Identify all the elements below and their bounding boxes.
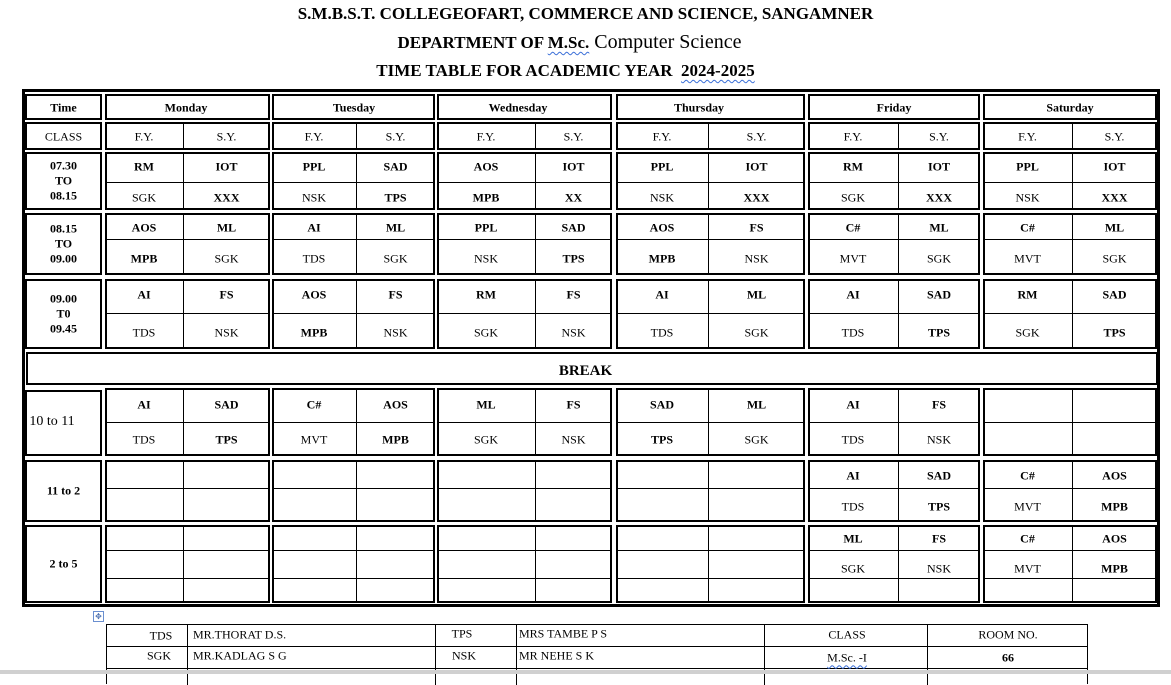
- day-cell-group: [616, 152, 805, 210]
- subject-code: RM: [476, 287, 496, 302]
- legend-class-header: CLASS: [828, 627, 866, 642]
- teacher-code: TDS: [841, 432, 865, 447]
- day-cell-group: [437, 213, 612, 275]
- teacher-code: MPB: [300, 325, 328, 340]
- row-divider: [437, 550, 612, 551]
- row-divider: [983, 182, 1157, 183]
- day-cell-group: [105, 460, 270, 522]
- row-divider: [105, 182, 270, 183]
- teacher-code: MVT: [1014, 561, 1041, 576]
- subject-code: FS: [566, 397, 581, 412]
- row-divider: [105, 239, 270, 240]
- day-header: Monday: [164, 100, 208, 115]
- time-slot-label: 10 to 11: [29, 414, 75, 429]
- day-cell-group: [437, 152, 612, 210]
- row-divider: [983, 313, 1157, 314]
- sy-label: S.Y.: [216, 129, 237, 144]
- teacher-code: MVT: [839, 251, 867, 266]
- department-prefix: DEPARTMENT OF: [397, 33, 548, 52]
- column-divider: [898, 213, 899, 275]
- subject-code: ML: [746, 397, 767, 412]
- legend-col-divider: [764, 625, 765, 685]
- legend-col-divider: [187, 625, 188, 685]
- subject-code: PPL: [474, 220, 498, 235]
- row-divider: [616, 488, 805, 489]
- column-divider: [356, 152, 357, 210]
- subject-code: ML: [746, 287, 767, 302]
- time-slot-end: 09.45: [50, 321, 77, 336]
- day-cell-group: [105, 525, 270, 603]
- column-divider: [356, 213, 357, 275]
- subject-code: PPL: [650, 159, 674, 174]
- teacher-code: SGK: [473, 325, 499, 340]
- time-header: Time: [50, 100, 77, 115]
- subject-code: AI: [846, 468, 860, 483]
- row-divider: [437, 182, 612, 183]
- subject-code: PPL: [302, 159, 326, 174]
- college-title: S.M.B.S.T. COLLEGEOFART, COMMERCE AND SCIENCE, SANGAMNER: [297, 4, 874, 23]
- time-slot-label: 2 to 5: [49, 556, 78, 571]
- column-divider: [708, 279, 709, 349]
- day-cell-group: [437, 460, 612, 522]
- subject-code: PPL: [1016, 159, 1039, 174]
- teacher-code: SGK: [1102, 251, 1127, 266]
- day-header: Wednesday: [488, 100, 548, 115]
- row-divider: [272, 488, 435, 489]
- legend-col-divider: [435, 625, 436, 685]
- subject-code: AI: [846, 397, 860, 412]
- row-divider: [616, 550, 805, 551]
- teacher-code: NSK: [383, 325, 408, 340]
- subject-code: AOS: [649, 220, 675, 235]
- day-cell-group: [105, 152, 270, 210]
- teacher-code: SGK: [840, 190, 866, 205]
- day-header: Saturday: [1046, 100, 1094, 115]
- day-cell-group: [808, 525, 980, 603]
- subject-code: C#: [845, 220, 861, 235]
- teacher-code: TPS: [927, 325, 951, 340]
- column-divider: [356, 122, 357, 150]
- teacher-code: SGK: [744, 432, 769, 447]
- row-divider: [616, 182, 805, 183]
- time-slot-to: T0: [56, 306, 71, 321]
- fy-label: F.Y.: [134, 129, 154, 144]
- class-header: CLASS: [44, 129, 83, 144]
- day-cell-group: [616, 279, 805, 349]
- subject-code: AI: [307, 220, 321, 235]
- teacher-code: XXX: [1101, 190, 1128, 205]
- row-divider: [616, 578, 805, 579]
- teacher-code: NSK: [649, 190, 675, 205]
- day-cell-group: [808, 152, 980, 210]
- column-divider: [708, 460, 709, 522]
- row-divider: [272, 578, 435, 579]
- column-divider: [535, 213, 536, 275]
- row-divider: [272, 313, 435, 314]
- teacher-code: XX: [564, 190, 583, 205]
- row-divider: [808, 550, 980, 551]
- day-cell-group: [983, 213, 1157, 275]
- subject-code: SAD: [926, 287, 952, 302]
- row-divider: [808, 239, 980, 240]
- department-msc: M.Sc.: [547, 33, 590, 52]
- row-divider: [808, 578, 980, 579]
- row-divider: [616, 313, 805, 314]
- teacher-code: SGK: [131, 190, 157, 205]
- legend-code: TPS: [451, 626, 473, 641]
- column-divider: [1072, 152, 1073, 210]
- time-slot-start: 09.00: [50, 291, 77, 306]
- teacher-code: NSK: [301, 190, 327, 205]
- teacher-code: SGK: [214, 251, 239, 266]
- column-divider: [1072, 460, 1073, 522]
- class-subheader-cell: [437, 122, 612, 150]
- break-label: BREAK: [558, 363, 613, 379]
- subject-code: AOS: [301, 287, 327, 302]
- column-divider: [1072, 525, 1073, 603]
- legend-col-divider: [516, 625, 517, 685]
- column-divider: [898, 525, 899, 603]
- teacher-code: MPB: [648, 251, 676, 266]
- subject-code: SAD: [649, 397, 675, 412]
- subject-code: SAD: [561, 220, 586, 235]
- legend-col-divider: [927, 625, 928, 685]
- subject-code: ML: [1104, 220, 1125, 235]
- teacher-code: TPS: [1103, 325, 1126, 340]
- row-divider: [983, 488, 1157, 489]
- day-cell-group: [272, 279, 435, 349]
- row-divider: [437, 422, 612, 423]
- fy-label: F.Y.: [304, 129, 324, 144]
- time-slot-end: 09.00: [50, 251, 77, 266]
- legend-row-divider: [107, 668, 1087, 669]
- teacher-code: NSK: [214, 325, 239, 340]
- day-cell-group: [808, 279, 980, 349]
- teacher-code: TPS: [562, 251, 585, 266]
- column-divider: [183, 460, 184, 522]
- move-handle-icon[interactable]: ✥: [93, 611, 104, 622]
- day-cell-group: [616, 460, 805, 522]
- subject-code: ML: [843, 531, 863, 546]
- timetable-year: 2024-2025: [681, 61, 755, 80]
- subject-code: AOS: [473, 159, 499, 174]
- subject-code: RM: [843, 159, 863, 174]
- department-title: [0, 31, 1155, 54]
- subject-code: AI: [137, 287, 151, 302]
- row-divider: [437, 313, 612, 314]
- subject-code: FS: [566, 287, 581, 302]
- row-divider: [808, 488, 980, 489]
- legend-teacher-name: MR.THORAT D.S.: [193, 627, 287, 642]
- sy-label: S.Y.: [563, 129, 584, 144]
- legend-code: NSK: [451, 648, 477, 663]
- subject-code: ML: [476, 397, 496, 412]
- row-divider: [983, 550, 1157, 551]
- time-slot-to: TO: [54, 236, 73, 251]
- legend-code: TDS: [149, 628, 173, 643]
- subject-code: C#: [1020, 220, 1035, 235]
- teacher-code: TDS: [841, 325, 865, 340]
- day-cell-group: [437, 279, 612, 349]
- row-divider: [983, 422, 1157, 423]
- column-divider: [708, 525, 709, 603]
- row-divider: [437, 239, 612, 240]
- teacher-code: MPB: [1101, 499, 1128, 514]
- class-subheader-cell: [105, 122, 270, 150]
- time-slot-start: 08.15: [50, 221, 77, 236]
- column-divider: [898, 122, 899, 150]
- column-divider: [898, 460, 899, 522]
- page-bottom-edge: [0, 670, 1171, 674]
- teacher-code: TDS: [132, 432, 156, 447]
- column-divider: [535, 122, 536, 150]
- department-subject: Computer Science: [589, 31, 742, 53]
- day-header: Friday: [876, 100, 912, 115]
- day-cell-group: [105, 279, 270, 349]
- subject-code: IOT: [927, 159, 951, 174]
- teacher-code: MVT: [1014, 499, 1041, 514]
- teacher-code: XXX: [743, 190, 770, 205]
- class-subheader-cell: [983, 122, 1157, 150]
- row-divider: [272, 182, 435, 183]
- day-cell-group: [272, 152, 435, 210]
- teacher-code: MVT: [1014, 251, 1041, 266]
- subject-code: C#: [306, 397, 322, 412]
- subject-code: AI: [137, 397, 151, 412]
- day-cell-group: [983, 152, 1157, 210]
- teacher-code: SGK: [926, 251, 952, 266]
- subject-code: FS: [219, 287, 234, 302]
- subject-code: AOS: [1102, 468, 1127, 483]
- teacher-code: MPB: [1101, 561, 1128, 576]
- day-cell-group: [272, 525, 435, 603]
- teacher-code: NSK: [561, 325, 586, 340]
- sy-label: S.Y.: [1104, 129, 1125, 144]
- class-subheader-cell: [616, 122, 805, 150]
- row-divider: [983, 239, 1157, 240]
- subject-code: SAD: [926, 468, 952, 483]
- column-divider: [183, 152, 184, 210]
- teacher-code: NSK: [561, 432, 586, 447]
- teacher-code: SGK: [744, 325, 769, 340]
- subject-code: IOT: [745, 159, 768, 174]
- teacher-code: MPB: [472, 190, 500, 205]
- row-divider: [983, 578, 1157, 579]
- column-divider: [183, 122, 184, 150]
- day-cell-group: [616, 213, 805, 275]
- row-divider: [272, 239, 435, 240]
- row-divider: [437, 488, 612, 489]
- teacher-code: MVT: [300, 432, 328, 447]
- teacher-code: NSK: [926, 561, 952, 576]
- timetable-year-word: YEAR: [624, 61, 673, 80]
- column-divider: [1072, 213, 1073, 275]
- sy-label: S.Y.: [385, 129, 406, 144]
- teacher-code: MPB: [130, 251, 158, 266]
- legend-row-divider: [107, 646, 1087, 647]
- fy-label: F.Y.: [476, 129, 496, 144]
- legend-teacher-name: MRS TAMBE P S: [519, 626, 608, 641]
- column-divider: [356, 279, 357, 349]
- subject-code: SAD: [214, 397, 239, 412]
- row-divider: [105, 488, 270, 489]
- column-divider: [535, 279, 536, 349]
- legend-teacher-name: MR NEHE S K: [519, 648, 595, 663]
- row-divider: [105, 313, 270, 314]
- time-slot-to: TO: [54, 173, 73, 188]
- teacher-code: TPS: [927, 499, 951, 514]
- subject-code: FS: [388, 287, 403, 302]
- fy-label: F.Y.: [652, 129, 672, 144]
- time-slot-label: 11 to 2: [46, 483, 81, 498]
- teacher-code: TDS: [841, 499, 865, 514]
- subject-code: ML: [385, 220, 406, 235]
- legend-room-header: ROOM NO.: [978, 627, 1038, 642]
- subject-code: ML: [216, 220, 237, 235]
- day-cell-group: [272, 213, 435, 275]
- time-slot-end: 08.15: [50, 188, 77, 203]
- day-cell-group: [808, 213, 980, 275]
- fy-label: F.Y.: [1018, 129, 1037, 144]
- subject-code: IOT: [215, 159, 238, 174]
- class-subheader-cell: [808, 122, 980, 150]
- subject-code: AI: [655, 287, 669, 302]
- row-divider: [808, 422, 980, 423]
- teacher-code: TPS: [650, 432, 674, 447]
- subject-code: RM: [134, 159, 154, 174]
- row-divider: [808, 313, 980, 314]
- day-header: Thursday: [673, 100, 725, 115]
- teacher-code: TDS: [650, 325, 674, 340]
- column-divider: [708, 213, 709, 275]
- column-divider: [356, 525, 357, 603]
- row-divider: [105, 422, 270, 423]
- time-slot-start: 07.30: [50, 158, 77, 173]
- column-divider: [183, 213, 184, 275]
- teacher-code: MPB: [382, 432, 409, 447]
- teacher-code: XXX: [926, 190, 952, 205]
- legend-code: SGK: [146, 648, 172, 663]
- day-cell-group: [616, 525, 805, 603]
- teacher-code: SGK: [473, 432, 499, 447]
- subject-code: C#: [1020, 468, 1035, 483]
- subject-code: AI: [846, 287, 860, 302]
- column-divider: [535, 525, 536, 603]
- sy-label: S.Y.: [929, 129, 949, 144]
- row-divider: [272, 422, 435, 423]
- day-cell-group: [437, 525, 612, 603]
- day-cell-group: [983, 460, 1157, 522]
- day-cell-group: [983, 525, 1157, 603]
- teacher-code: TPS: [215, 432, 238, 447]
- legend-class-value: M.Sc. -I: [827, 650, 867, 665]
- subject-code: AOS: [1102, 531, 1127, 546]
- teacher-code: TDS: [132, 325, 156, 340]
- row-divider: [105, 550, 270, 551]
- day-cell-group: [983, 279, 1157, 349]
- column-divider: [183, 279, 184, 349]
- column-divider: [898, 152, 899, 210]
- legend-room-value: 66: [1002, 650, 1014, 665]
- row-divider: [616, 239, 805, 240]
- teacher-code: NSK: [926, 432, 952, 447]
- teacher-code: TPS: [384, 190, 407, 205]
- subject-code: IOT: [1103, 159, 1126, 174]
- subject-code: AOS: [131, 220, 157, 235]
- teacher-code: NSK: [1015, 190, 1040, 205]
- row-divider: [616, 422, 805, 423]
- subject-code: C#: [1020, 531, 1035, 546]
- teacher-code: SGK: [383, 251, 408, 266]
- subject-code: SAD: [1102, 287, 1127, 302]
- column-divider: [1072, 279, 1073, 349]
- teacher-code: SGK: [840, 561, 866, 576]
- teacher-code: TDS: [302, 251, 326, 266]
- teacher-code: XXX: [213, 190, 240, 205]
- teacher-code: SGK: [1015, 325, 1040, 340]
- teacher-code: NSK: [744, 251, 769, 266]
- column-divider: [183, 525, 184, 603]
- subject-code: SAD: [383, 159, 408, 174]
- column-divider: [708, 122, 709, 150]
- column-divider: [1072, 122, 1073, 150]
- column-divider: [708, 152, 709, 210]
- column-divider: [535, 460, 536, 522]
- subject-code: AOS: [383, 397, 408, 412]
- subject-code: FS: [749, 220, 764, 235]
- column-divider: [535, 152, 536, 210]
- subject-code: RM: [1017, 287, 1038, 302]
- row-divider: [272, 550, 435, 551]
- sy-label: S.Y.: [746, 129, 767, 144]
- day-cell-group: [808, 460, 980, 522]
- class-subheader-cell: [272, 122, 435, 150]
- subject-code: IOT: [562, 159, 585, 174]
- row-divider: [808, 182, 980, 183]
- teacher-code: NSK: [473, 251, 499, 266]
- fy-label: F.Y.: [843, 129, 863, 144]
- teacher-legend-table: [106, 624, 1088, 684]
- row-divider: [437, 578, 612, 579]
- day-cell-group: [272, 460, 435, 522]
- column-divider: [356, 460, 357, 522]
- timetable-prefix: TIME TABLE FOR ACADEMIC: [376, 61, 625, 80]
- row-divider: [105, 578, 270, 579]
- subject-code: FS: [931, 531, 947, 546]
- column-divider: [898, 279, 899, 349]
- day-header: Tuesday: [332, 100, 376, 115]
- subject-code: FS: [931, 397, 947, 412]
- subject-code: ML: [929, 220, 949, 235]
- timetable-title: [0, 61, 1151, 81]
- legend-teacher-name: MR.KADLAG S G: [193, 648, 287, 663]
